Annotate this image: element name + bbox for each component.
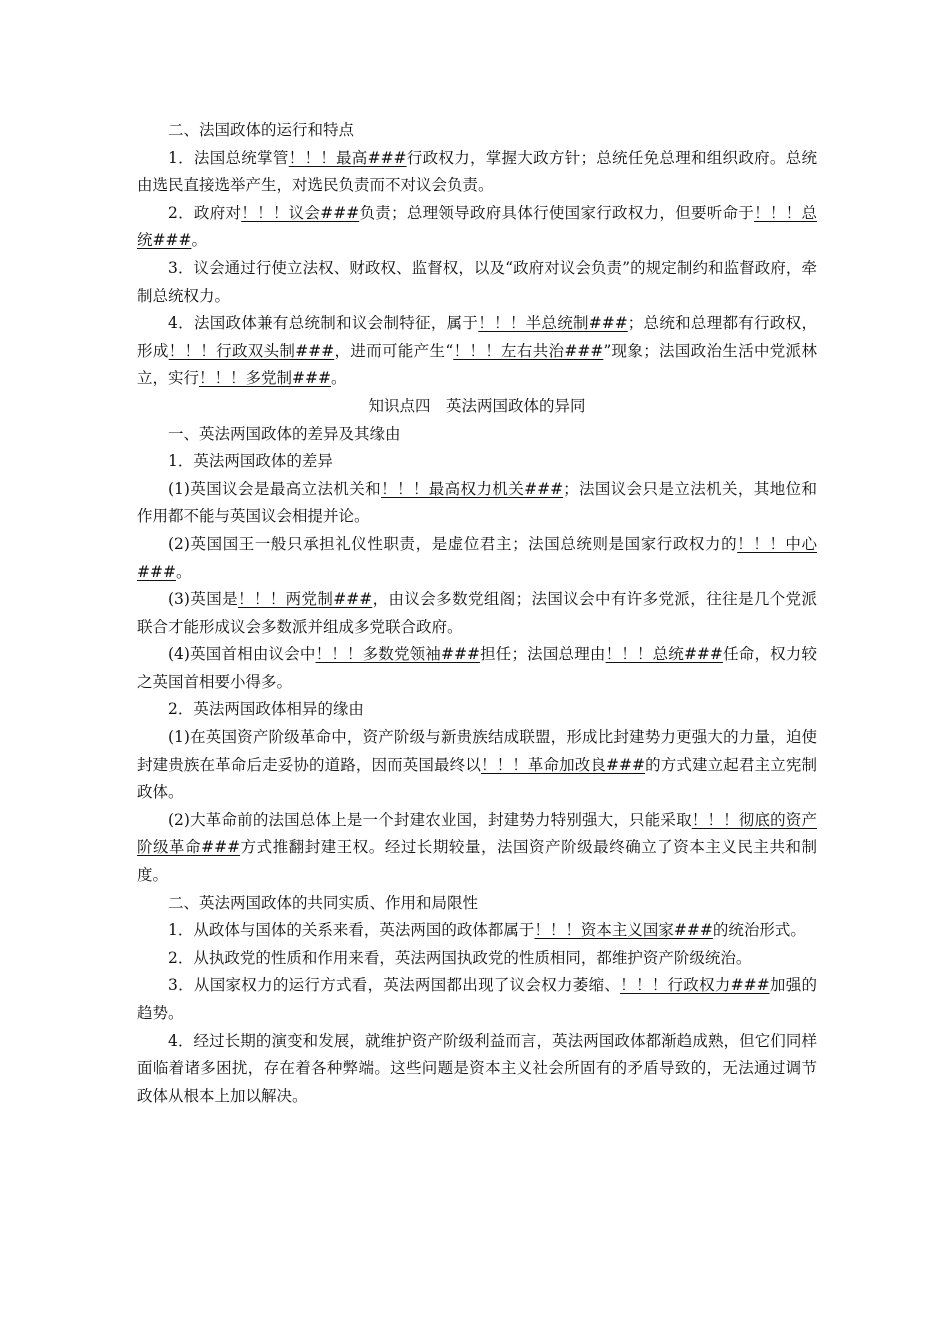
paragraph — [137, 724, 817, 807]
text-run: 任命，权力较之英国首相要小得多。 — [137, 645, 817, 691]
text-run: 1．法国总统掌管 — [168, 148, 289, 167]
fill-in-answer: ！！！多数党领袖### — [315, 645, 480, 664]
fill-in-answer: ！！！左右共治### — [453, 341, 604, 360]
fill-in-answer: ！！！革命加改良### — [480, 755, 645, 774]
text-run: 二、英法两国政体的共同实质、作用和局限性 — [168, 893, 479, 912]
text-run: 负责；总理领导政府具体行使国家行政权力，但要听命于 — [359, 203, 755, 222]
paragraph — [137, 531, 817, 586]
text-run: (2)英国国王一般只承担礼仪性职责，是虚位君主；法国总统则是国家行政权力的 — [168, 534, 738, 553]
fill-in-answer: ！！！最高### — [288, 148, 407, 167]
text-run: 2．英法两国政体相异的缘由 — [168, 700, 364, 719]
paragraph — [137, 448, 817, 476]
paragraph — [137, 807, 817, 890]
fill-in-answer: ！！！半总统制### — [478, 314, 628, 333]
text-run: (1)在英国资产阶级革命中，资产阶级与新贵族结成联盟，形成比封建势力更强大的力量，迫使封建贵族在革命后走妥协的道路，因而英国最终以 — [137, 728, 817, 774]
text-run: 的统治形式。 — [712, 921, 806, 940]
paragraph — [137, 255, 817, 310]
text-run: 1．英法两国政体的差异 — [168, 452, 333, 471]
text-run: 2．政府对 — [168, 203, 242, 222]
paragraph — [137, 641, 817, 696]
text-run: 。 — [175, 562, 192, 581]
fill-in-answer: ！！！总统### — [137, 203, 817, 250]
paragraph — [137, 117, 817, 145]
text-run: 2．从执政党的性质和作用来看，英法两国执政党的性质相同，都维护资产阶级统治。 — [168, 948, 752, 967]
section-heading — [137, 393, 817, 421]
fill-in-answer: ！！！资本主义国家### — [534, 921, 713, 940]
text-run: 加强的趋势。 — [137, 976, 817, 1022]
paragraph — [137, 917, 817, 945]
paragraph — [137, 421, 817, 449]
paragraph — [137, 1028, 817, 1111]
text-run: ”现象；法国政治生活中党派林立，实行 — [137, 341, 817, 388]
text-run: 。 — [330, 369, 347, 388]
text-run: ；总统和总理都有行政权，形成 — [137, 314, 817, 360]
text-run: 。 — [191, 231, 207, 250]
text-run: 二、法国政体的运行和特点 — [168, 121, 355, 139]
fill-in-answer: ！！！多党制### — [199, 369, 331, 388]
paragraph — [137, 586, 817, 641]
paragraph — [137, 972, 817, 1027]
paragraph — [137, 200, 817, 255]
paragraph — [137, 890, 817, 918]
paragraph — [137, 145, 817, 200]
text-run: 担任；法国总理由 — [479, 645, 606, 664]
fill-in-answer: ！！！彻底的资产阶级革命### — [137, 810, 817, 857]
text-run: 行政权力，掌握大政方针；总统任免总理和组织政府。总统由选民直接选举产生，对选民负责而不对议会负责。 — [137, 148, 817, 195]
text-run: 3．议会通过行使立法权、财政权、监督权，以及“政府对议会负责”的规定制约和监督政府，牵制总统权力。 — [137, 258, 817, 305]
text-run: (3)英国是 — [168, 590, 238, 609]
fill-in-answer: ！！！两党制### — [238, 590, 373, 609]
fill-in-answer: ！！！总统### — [605, 645, 723, 664]
text-run: ；法国议会只是立法机关，其地位和作用都不能与英国议会相提并论。 — [137, 479, 817, 526]
text-run: (2)大革命前的法国总体上是一个封建农业国，封建势力特别强大，只能采取 — [168, 810, 692, 829]
paragraph — [137, 696, 817, 724]
text-run: 方式推翻封建王权。经过长期较量，法国资产阶级最终确立了资本主义民主共和制度。 — [137, 838, 817, 885]
text-run: ，由议会多数党组阁；法国议会中有许多党派，往往是几个党派联合才能形成议会多数派并组成多党联合政府。 — [137, 590, 817, 636]
document-body — [137, 117, 817, 1110]
fill-in-answer: ！！！最高权力机关### — [381, 479, 564, 498]
paragraph — [137, 310, 817, 393]
paragraph — [137, 476, 817, 531]
fill-in-answer: ！！！行政权力### — [620, 976, 770, 995]
text-run: 3．从国家权力的运行方式看，英法两国都出现了议会权力萎缩、 — [168, 976, 621, 995]
text-run: 知识点四 英法两国政体的异同 — [368, 396, 586, 415]
fill-in-answer: ！！！中心### — [137, 534, 817, 581]
text-run: ，进而可能产生“ — [334, 341, 454, 360]
text-run: 4．法国政体兼有总统制和议会制特征，属于 — [168, 314, 479, 333]
text-run: (1)英国议会是最高立法机关和 — [168, 479, 382, 498]
fill-in-answer: ！！！行政双头制### — [168, 341, 335, 360]
text-run: (4)英国首相由议会中 — [168, 645, 316, 664]
paragraph — [137, 945, 817, 973]
text-run: 一、英法两国政体的差异及其缘由 — [168, 424, 401, 443]
text-run: 的方式建立起君主立宪制政体。 — [137, 755, 817, 802]
text-run: 4．经过长期的演变和发展，就维护资产阶级利益而言，英法两国政体都渐趋成熟，但它们同样面临着诸多困扰，存在着各种弊端。这些问题是资本主义社会所固有的矛盾导致的，无法通过调节政体从根本上加以解决。 — [137, 1031, 817, 1105]
fill-in-answer: ！！！议会### — [241, 203, 360, 222]
text-run: 1．从政体与国体的关系来看，英法两国的政体都属于 — [168, 921, 535, 940]
